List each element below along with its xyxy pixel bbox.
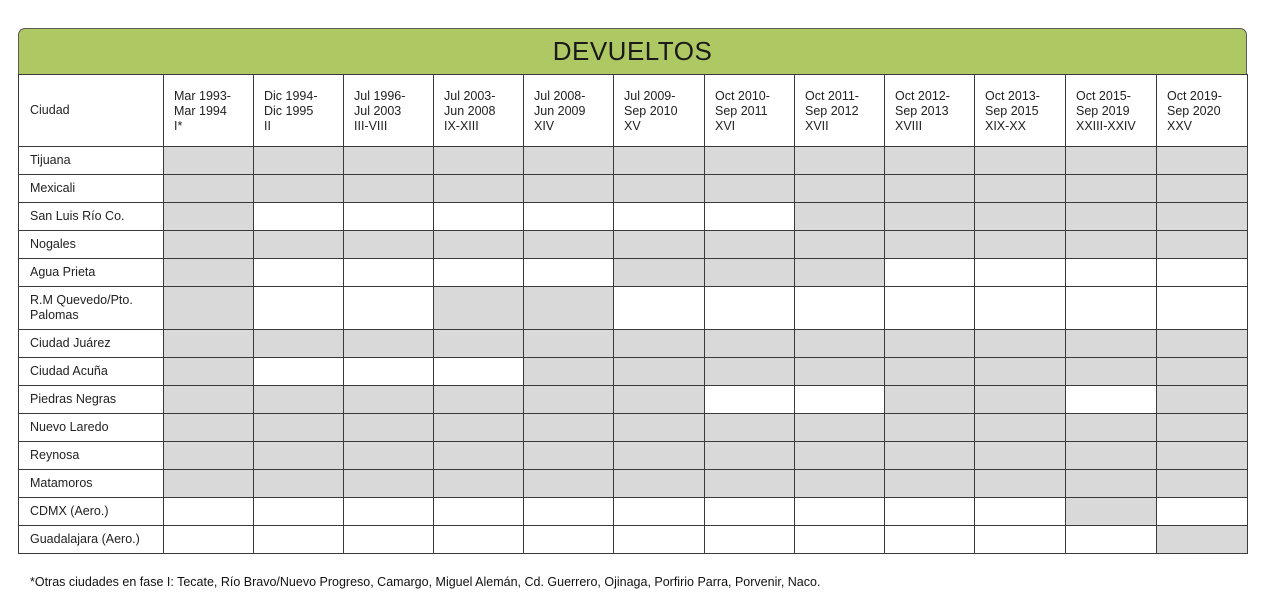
column-header-line: Mar 1994 <box>174 104 227 118</box>
table-row <box>19 259 1248 287</box>
period-cell-shaded <box>795 203 885 231</box>
period-cell-shaded <box>795 330 885 358</box>
column-header-line: XVIII <box>895 119 923 133</box>
period-cell-empty <box>795 526 885 554</box>
period-cell-shaded <box>254 175 344 203</box>
table-row <box>19 175 1248 203</box>
period-cell-empty <box>434 498 524 526</box>
city-cell: Agua Prieta <box>19 259 164 287</box>
column-header-period-label <box>164 75 253 134</box>
period-cell-shaded <box>164 175 254 203</box>
period-cell-shaded <box>975 147 1066 175</box>
period-cell-shaded <box>705 330 795 358</box>
period-cell-shaded <box>1157 175 1248 203</box>
table-row <box>19 526 1248 554</box>
column-header-period-label <box>254 75 343 134</box>
period-cell-empty <box>614 526 705 554</box>
period-cell-shaded <box>344 414 434 442</box>
period-cell-shaded <box>885 231 975 259</box>
period-cell-shaded <box>795 259 885 287</box>
period-cell-shaded <box>1066 358 1157 386</box>
period-cell-empty <box>705 498 795 526</box>
period-cell-empty <box>1066 259 1157 287</box>
period-cell-shaded <box>975 386 1066 414</box>
period-cell-empty <box>434 259 524 287</box>
period-cell-shaded <box>614 386 705 414</box>
column-header-line: III-VIII <box>354 119 388 133</box>
city-cell: Reynosa <box>19 442 164 470</box>
period-cell-shaded <box>1157 442 1248 470</box>
period-cell-shaded <box>975 330 1066 358</box>
column-header-line: XIV <box>534 119 555 133</box>
period-cell-shaded <box>434 287 524 330</box>
period-cell-shaded <box>254 330 344 358</box>
period-cell-shaded <box>1066 330 1157 358</box>
period-cell-shaded <box>344 175 434 203</box>
column-header-period-label <box>1066 75 1156 134</box>
period-cell-empty <box>344 358 434 386</box>
period-cell-shaded <box>1066 203 1157 231</box>
column-header-line: IX-XIII <box>444 119 479 133</box>
period-cell-shaded <box>614 442 705 470</box>
period-cell-shaded <box>885 386 975 414</box>
period-cell-shaded <box>705 470 795 498</box>
column-header-period-label <box>614 75 704 134</box>
city-cell: Guadalajara (Aero.) <box>19 526 164 554</box>
period-cell-shaded <box>164 470 254 498</box>
period-cell-shaded <box>164 330 254 358</box>
footnote: *Otras ciudades en fase I: Tecate, Río Bravo/Nuevo Progreso, Camargo, Miguel Alemán, Cd. Guerrero, Ojinaga, Porfirio Parra, Porvenir, Naco. <box>30 575 821 589</box>
period-cell-shaded <box>254 414 344 442</box>
period-cell-shaded <box>614 358 705 386</box>
city-cell: Ciudad Acuña <box>19 358 164 386</box>
table-row <box>19 386 1248 414</box>
period-cell-shaded <box>1066 498 1157 526</box>
column-header-line: Sep 2013 <box>895 104 949 118</box>
period-cell-empty <box>524 526 614 554</box>
period-cell-shaded <box>1157 414 1248 442</box>
period-cell-shaded <box>705 358 795 386</box>
period-cell-shaded <box>254 386 344 414</box>
period-cell-empty <box>254 526 344 554</box>
column-header-line: XVI <box>715 119 736 133</box>
period-cell-shaded <box>885 330 975 358</box>
period-cell-empty <box>614 203 705 231</box>
column-header-period <box>975 75 1066 147</box>
period-cell-shaded <box>1157 231 1248 259</box>
period-cell-empty <box>164 526 254 554</box>
period-cell-shaded <box>434 231 524 259</box>
period-cell-empty <box>1066 386 1157 414</box>
period-cell-shaded <box>164 203 254 231</box>
period-cell-shaded <box>795 175 885 203</box>
period-cell-empty <box>254 203 344 231</box>
column-header-line: XXV <box>1167 119 1193 133</box>
column-header-period-label <box>1157 75 1247 134</box>
period-cell-shaded <box>795 414 885 442</box>
period-cell-shaded <box>885 358 975 386</box>
table-row <box>19 442 1248 470</box>
city-cell: Mexicali <box>19 175 164 203</box>
column-header-line: XV <box>624 119 641 133</box>
period-cell-empty <box>705 203 795 231</box>
column-header-line: Dic 1994- <box>264 89 318 103</box>
column-header-period-label <box>344 75 433 134</box>
table-row <box>19 203 1248 231</box>
devueltos-table <box>18 74 1248 554</box>
column-header-line: Jul 2008- <box>534 89 586 103</box>
period-cell-shaded <box>344 442 434 470</box>
period-cell-empty <box>975 259 1066 287</box>
period-cell-shaded <box>614 147 705 175</box>
period-cell-shaded <box>885 442 975 470</box>
column-header-line: Jun 2009 <box>534 104 586 118</box>
period-cell-empty <box>885 287 975 330</box>
column-header-city-label: Ciudad <box>30 103 70 117</box>
column-header-line: Dic 1995 <box>264 104 314 118</box>
period-cell-shaded <box>795 442 885 470</box>
column-header-line: XVII <box>805 119 829 133</box>
table-row <box>19 358 1248 386</box>
period-cell-shaded <box>614 231 705 259</box>
period-cell-shaded <box>885 203 975 231</box>
period-cell-shaded <box>344 147 434 175</box>
period-cell-shaded <box>705 147 795 175</box>
period-cell-empty <box>1066 287 1157 330</box>
column-header-period <box>524 75 614 147</box>
period-cell-shaded <box>885 470 975 498</box>
period-cell-shaded <box>975 442 1066 470</box>
period-cell-empty <box>164 498 254 526</box>
period-cell-shaded <box>434 470 524 498</box>
column-header-line: Oct 2012- <box>895 89 950 103</box>
period-cell-shaded <box>885 414 975 442</box>
period-cell-shaded <box>1157 203 1248 231</box>
period-cell-empty <box>434 526 524 554</box>
period-cell-empty <box>254 287 344 330</box>
period-cell-shaded <box>434 386 524 414</box>
column-header-period <box>885 75 975 147</box>
period-cell-shaded <box>705 231 795 259</box>
period-cell-shaded <box>1066 414 1157 442</box>
period-cell-shaded <box>1066 470 1157 498</box>
column-header-period <box>1157 75 1248 147</box>
column-header-line: Jul 1996- <box>354 89 406 103</box>
period-cell-empty <box>975 526 1066 554</box>
column-header-city <box>19 75 164 147</box>
period-cell-shaded <box>524 147 614 175</box>
table-row <box>19 287 1248 330</box>
table-row <box>19 330 1248 358</box>
period-cell-shaded <box>164 147 254 175</box>
period-cell-shaded <box>164 386 254 414</box>
column-header-line: Sep 2012 <box>805 104 859 118</box>
period-cell-shaded <box>1157 330 1248 358</box>
period-cell-empty <box>705 526 795 554</box>
period-cell-shaded <box>975 231 1066 259</box>
column-header-period <box>344 75 434 147</box>
period-cell-shaded <box>434 442 524 470</box>
period-cell-shaded <box>524 386 614 414</box>
period-cell-empty <box>524 259 614 287</box>
period-cell-shaded <box>164 442 254 470</box>
period-cell-shaded <box>434 175 524 203</box>
period-cell-shaded <box>164 231 254 259</box>
column-header-line: XXIII-XXIV <box>1076 119 1136 133</box>
period-cell-empty <box>1157 498 1248 526</box>
column-header-line: Jul 2009- <box>624 89 676 103</box>
period-cell-shaded <box>885 147 975 175</box>
period-cell-empty <box>705 287 795 330</box>
column-header-line: Sep 2011 <box>715 104 768 118</box>
period-cell-shaded <box>705 175 795 203</box>
column-header-period-label <box>885 75 974 134</box>
period-cell-empty <box>344 498 434 526</box>
table-title-bar <box>18 28 1247 74</box>
column-header-line: Oct 2015- <box>1076 89 1131 103</box>
period-cell-shaded <box>164 358 254 386</box>
column-header-line: II <box>264 119 271 133</box>
period-cell-empty <box>885 498 975 526</box>
city-cell: Tijuana <box>19 147 164 175</box>
column-header-line: Jul 2003- <box>444 89 496 103</box>
column-header-period-label <box>975 75 1065 134</box>
period-cell-shaded <box>164 414 254 442</box>
period-cell-shaded <box>885 175 975 203</box>
period-cell-shaded <box>254 470 344 498</box>
table-row <box>19 414 1248 442</box>
table-row <box>19 231 1248 259</box>
period-cell-empty <box>344 259 434 287</box>
period-cell-shaded <box>524 470 614 498</box>
column-header-line: Oct 2019- <box>1167 89 1222 103</box>
column-header-line: I* <box>174 119 183 133</box>
period-cell-shaded <box>524 231 614 259</box>
column-header-line: Sep 2019 <box>1076 104 1130 118</box>
period-cell-empty <box>254 498 344 526</box>
period-cell-shaded <box>975 175 1066 203</box>
column-header-line: Oct 2011- <box>805 89 859 103</box>
period-cell-shaded <box>344 470 434 498</box>
period-cell-empty <box>885 526 975 554</box>
period-cell-shaded <box>705 259 795 287</box>
period-cell-shaded <box>614 330 705 358</box>
period-cell-shaded <box>524 175 614 203</box>
period-cell-shaded <box>524 442 614 470</box>
period-cell-shaded <box>254 147 344 175</box>
period-cell-shaded <box>254 442 344 470</box>
period-cell-shaded <box>1157 147 1248 175</box>
city-cell: San Luis Río Co. <box>19 203 164 231</box>
period-cell-empty <box>795 498 885 526</box>
column-header-line: Sep 2020 <box>1167 104 1221 118</box>
period-cell-shaded <box>524 358 614 386</box>
column-header-line: XIX-XX <box>985 119 1026 133</box>
period-cell-empty <box>524 203 614 231</box>
city-cell: Nuevo Laredo <box>19 414 164 442</box>
period-cell-empty <box>344 526 434 554</box>
city-cell: Piedras Negras <box>19 386 164 414</box>
period-cell-shaded <box>344 330 434 358</box>
table-title: DEVUELTOS <box>552 36 713 66</box>
city-cell: Nogales <box>19 231 164 259</box>
period-cell-shaded <box>1157 526 1248 554</box>
column-header-line: Oct 2013- <box>985 89 1040 103</box>
period-cell-shaded <box>795 470 885 498</box>
period-cell-shaded <box>164 259 254 287</box>
period-cell-shaded <box>975 203 1066 231</box>
period-cell-shaded <box>344 386 434 414</box>
period-cell-shaded <box>795 231 885 259</box>
period-cell-shaded <box>524 330 614 358</box>
table-body <box>19 147 1248 554</box>
period-cell-empty <box>795 386 885 414</box>
period-cell-shaded <box>795 147 885 175</box>
period-cell-empty <box>434 358 524 386</box>
city-cell: Matamoros <box>19 470 164 498</box>
column-header-period-label <box>524 75 613 134</box>
city-cell: CDMX (Aero.) <box>19 498 164 526</box>
period-cell-shaded <box>524 287 614 330</box>
period-cell-empty <box>434 203 524 231</box>
period-cell-shaded <box>705 442 795 470</box>
table-row <box>19 147 1248 175</box>
column-header-period <box>434 75 524 147</box>
period-cell-shaded <box>975 358 1066 386</box>
period-cell-shaded <box>434 147 524 175</box>
column-header-period <box>1066 75 1157 147</box>
period-cell-shaded <box>164 287 254 330</box>
period-cell-shaded <box>1066 442 1157 470</box>
period-cell-empty <box>975 498 1066 526</box>
period-cell-shaded <box>975 414 1066 442</box>
column-header-period-label <box>705 75 794 134</box>
column-header-period <box>614 75 705 147</box>
city-cell: R.M Quevedo/Pto. Palomas <box>19 287 164 330</box>
period-cell-shaded <box>434 330 524 358</box>
period-cell-shaded <box>1066 231 1157 259</box>
column-header-line: Sep 2010 <box>624 104 678 118</box>
period-cell-empty <box>1157 259 1248 287</box>
period-cell-shaded <box>254 231 344 259</box>
period-cell-shaded <box>975 470 1066 498</box>
period-cell-empty <box>705 386 795 414</box>
period-cell-empty <box>1157 287 1248 330</box>
column-header-line: Jul 2003 <box>354 104 402 118</box>
period-cell-shaded <box>614 259 705 287</box>
period-cell-shaded <box>524 414 614 442</box>
period-cell-shaded <box>1157 470 1248 498</box>
column-header-line: Sep 2015 <box>985 104 1039 118</box>
period-cell-shaded <box>614 414 705 442</box>
period-cell-empty <box>344 203 434 231</box>
column-header-period-label <box>434 75 523 134</box>
period-cell-shaded <box>614 175 705 203</box>
table-row <box>19 498 1248 526</box>
period-cell-empty <box>885 259 975 287</box>
period-cell-empty <box>975 287 1066 330</box>
period-cell-empty <box>614 498 705 526</box>
period-cell-shaded <box>344 231 434 259</box>
period-cell-shaded <box>1066 175 1157 203</box>
period-cell-shaded <box>1157 386 1248 414</box>
column-header-period <box>705 75 795 147</box>
column-header-period-label <box>795 75 884 134</box>
period-cell-shaded <box>705 414 795 442</box>
period-cell-shaded <box>614 470 705 498</box>
column-header-period <box>795 75 885 147</box>
column-header-period <box>164 75 254 147</box>
column-header-line: Jun 2008 <box>444 104 496 118</box>
period-cell-empty <box>1066 526 1157 554</box>
city-cell: Ciudad Juárez <box>19 330 164 358</box>
table-row <box>19 470 1248 498</box>
column-header-line: Mar 1993- <box>174 89 231 103</box>
period-cell-empty <box>254 259 344 287</box>
period-cell-shaded <box>1157 358 1248 386</box>
period-cell-empty <box>524 498 614 526</box>
period-cell-shaded <box>434 414 524 442</box>
column-header-period <box>254 75 344 147</box>
period-cell-empty <box>795 287 885 330</box>
period-cell-empty <box>344 287 434 330</box>
period-cell-shaded <box>1066 147 1157 175</box>
period-cell-shaded <box>795 358 885 386</box>
column-header-line: Oct 2010- <box>715 89 770 103</box>
devueltos-table-container <box>18 28 1247 554</box>
period-cell-empty <box>254 358 344 386</box>
header-row <box>19 75 1248 147</box>
period-cell-empty <box>614 287 705 330</box>
